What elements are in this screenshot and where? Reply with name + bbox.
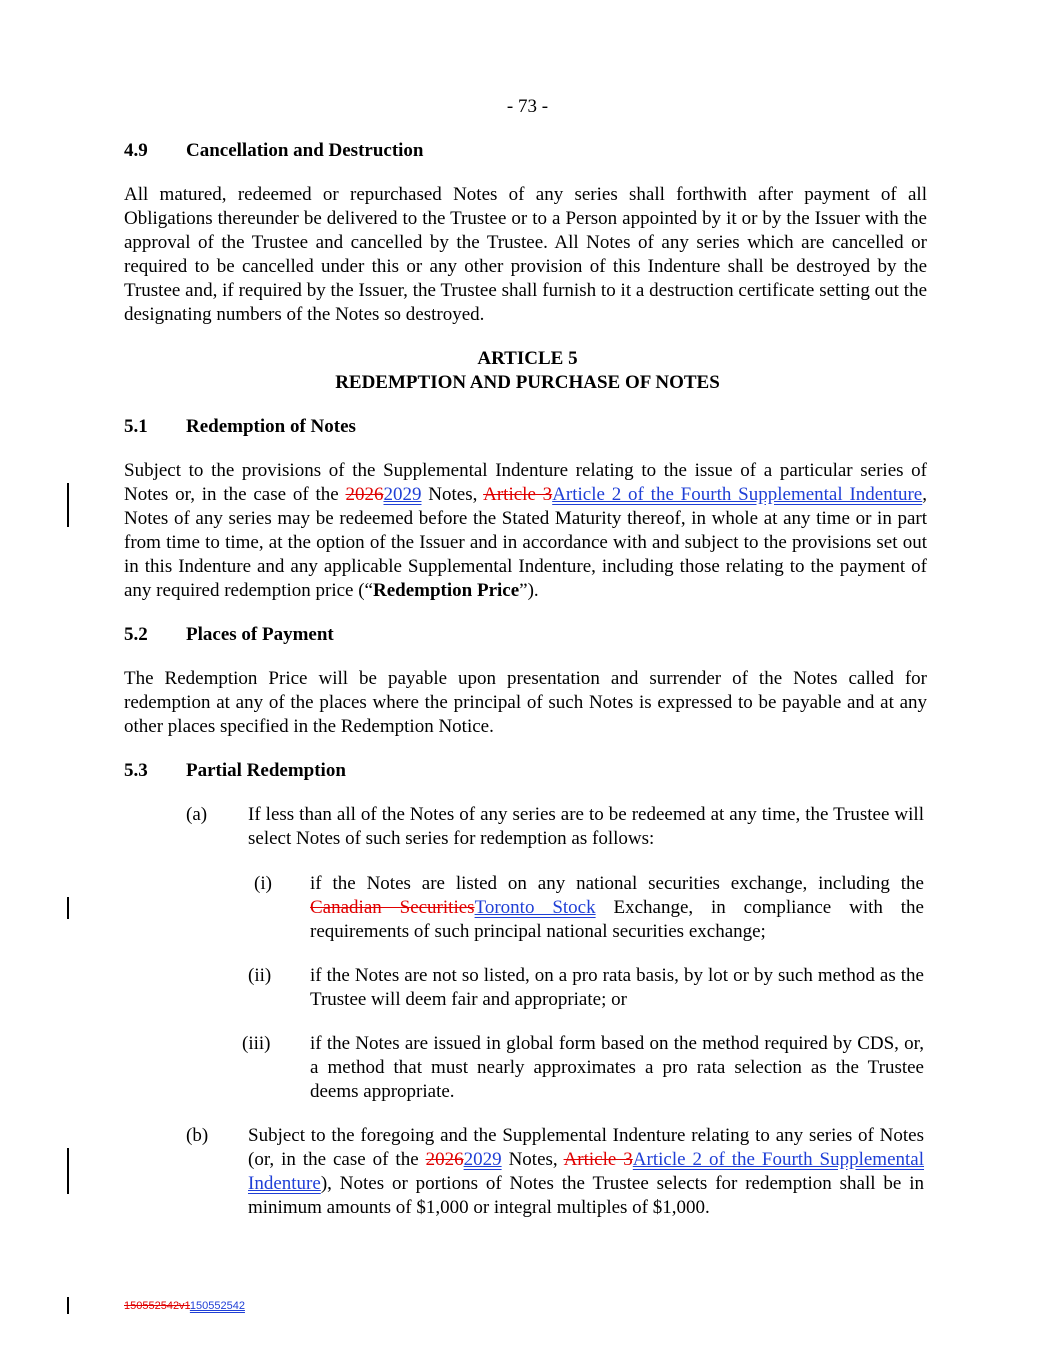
clause-label: (a) [186, 804, 208, 825]
section-number: 4.9 [124, 140, 148, 161]
deleted-text: 2026 [425, 1149, 464, 1170]
inserted-text: Article 2 of the Fourth Supplemental Indenture [248, 1149, 925, 1194]
section-title: Places of Payment [186, 624, 334, 645]
clause-label: (b) [186, 1125, 209, 1146]
text-run: , Notes of any series may be redeemed before the Stated Maturity thereof, in whole at any time or in part from time to time, at the option of the Issuer and in accordance with and subject to the provisions set out in this Indenture and any applicable Supplemental Indenture, including those relating to the payment of any required redemption price (“ [124, 484, 927, 601]
defined-term: Redemption Price [373, 580, 520, 601]
section-5-2-heading [124, 623, 334, 647]
section-title: Partial Redemption [186, 760, 346, 781]
subclause-text: if the Notes are issued in global form based on the method required by CDS, or, a method that must nearly approximates a pro rata selection as the Trustee deems appropriate. [310, 1033, 924, 1102]
text-run: if the Notes are listed on any national securities exchange, including the [310, 873, 924, 894]
deleted-text: 150552542v1 [124, 1300, 190, 1312]
inserted-text: Article 2 of the Fourth Supplemental Indenture [552, 484, 923, 505]
section-number: 5.2 [124, 624, 148, 645]
change-bar [67, 897, 69, 919]
section-4-9-heading [124, 139, 424, 163]
subclause-text [310, 872, 924, 944]
inserted-text: 2029 [463, 1149, 502, 1170]
inserted-text: 150552542 [189, 1300, 245, 1312]
inserted-text: Toronto Stock [474, 897, 596, 918]
clause-text: If less than all of the Notes of any series are to be redeemed at any time, the Trustee will select Notes of such series for redemption as follows: [248, 804, 924, 849]
change-bar [67, 1148, 69, 1194]
section-5-1-body [124, 459, 927, 603]
section-5-3-heading [124, 759, 346, 783]
section-5-2-body: The Redemption Price will be payable upon presentation and surrender of the Notes called for redemption at any of the places where the principal of such Notes is expressed to be payable and at any other places specified in the Redemption Notice. [124, 668, 927, 737]
page-number: - 73 - [506, 96, 549, 117]
deleted-text: 2026 [345, 484, 384, 505]
subclause-label: (iii) [242, 1033, 271, 1054]
deleted-text: Canadian Securities [310, 897, 475, 918]
section-4-9-body: All matured, redeemed or repurchased Notes of any series shall forthwith after payment of all Obligations thereunder be delivered to the Trustee or to a Person appointed by it or by the Issuer with the approval of the Trustee and cancelled by the Trustee. All Notes of any series which are cancelled or required to be cancelled under this or any other provision of this Indenture shall be destroyed by the Trustee and, if required by the Issuer, the Trustee shall furnish to it a destruction certificate setting out the designating numbers of the Notes so destroyed. [124, 184, 927, 325]
section-number: 5.3 [124, 760, 148, 781]
text-run: Subject to the foregoing and the Supplemental Indenture relating to any series of Notes (or, in the case of the [248, 1125, 924, 1170]
text-run: Exchange, in compliance with the requirements of such principal national securities exchange; [310, 897, 924, 942]
inserted-text: 2029 [383, 484, 422, 505]
subclause-label: (ii) [248, 965, 272, 986]
article-number: ARTICLE 5 [477, 348, 578, 369]
text-run: Notes, [421, 484, 484, 505]
text-run: Notes, [501, 1149, 564, 1170]
text-run: ”). [519, 580, 539, 601]
change-bar [67, 1297, 69, 1314]
article-title: REDEMPTION AND PURCHASE OF NOTES [335, 372, 720, 393]
section-title: Cancellation and Destruction [186, 140, 424, 161]
text-run: ), Notes or portions of Notes the Trustee selects for redemption shall be in minimum amounts of $1,000 or integral multiples of $1,000. [248, 1173, 924, 1218]
section-title: Redemption of Notes [186, 416, 356, 437]
deleted-text: Article 3 [563, 1149, 633, 1170]
section-number: 5.1 [124, 416, 148, 437]
section-5-1-heading [124, 415, 356, 439]
text-run: Subject to the provisions of the Supplemental Indenture relating to the issue of a particular series of Notes or, in the case of the [124, 460, 927, 505]
document-id-footer [124, 1299, 245, 1313]
subclause-label: (i) [254, 873, 272, 894]
change-bar [67, 483, 69, 527]
subclause-text: if the Notes are not so listed, on a pro rata basis, by lot or by such method as the Trustee will deem fair and appropriate; or [310, 965, 924, 1010]
clause-text [248, 1124, 924, 1220]
deleted-text: Article 3 [483, 484, 553, 505]
